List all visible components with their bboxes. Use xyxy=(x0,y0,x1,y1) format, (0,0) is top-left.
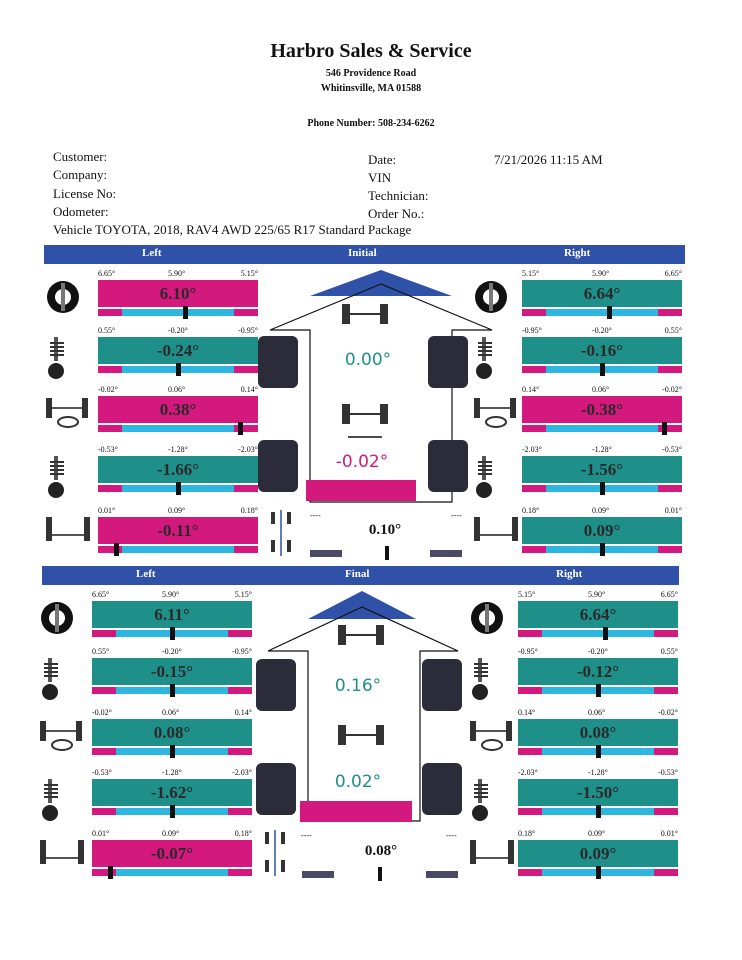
measured-value: 0.08° xyxy=(518,719,678,746)
scale-pointer xyxy=(596,745,601,758)
range-mid: 0.09° xyxy=(592,506,610,515)
city-address: Whitinsville, MA 01588 xyxy=(320,83,422,94)
measured-value: 0.09° xyxy=(522,517,682,544)
vehicle-value: TOYOTA, 2018, RAV4 AWD 225/65 R17 Standard Package xyxy=(95,222,412,237)
range-low: 0.18° xyxy=(522,506,540,515)
scale-pointer xyxy=(170,684,175,697)
range-high: 0.18° xyxy=(240,506,258,515)
company-name: Harbro Sales & Service xyxy=(270,40,472,62)
range-mid: -1.28° xyxy=(168,445,188,454)
final-left-heading: Left xyxy=(136,568,156,580)
final-right-rear-icon xyxy=(470,840,514,873)
final-rear-left-wheel xyxy=(256,763,296,815)
measured-value: -0.24° xyxy=(98,337,258,364)
range-mid: 5.90° xyxy=(162,590,180,599)
measured-value: -1.50° xyxy=(518,779,678,806)
scale-pointer xyxy=(176,363,181,376)
final-thrust-angle: 0.08° xyxy=(364,843,398,859)
scale-pointer xyxy=(596,805,601,818)
range-high: 0.18° xyxy=(234,829,252,838)
date-value: 7/21/2026 11:15 AM xyxy=(494,152,603,167)
measured-value: -1.62° xyxy=(92,779,252,806)
final-front-total-toe: 0.16° xyxy=(334,676,382,696)
range-mid: 5.90° xyxy=(168,269,186,278)
range-high: 5.15° xyxy=(234,590,252,599)
final-left-strut-icon xyxy=(40,779,62,828)
range-high: 0.01° xyxy=(664,506,682,515)
initial-right-rear-toe-gauge xyxy=(522,505,682,562)
range-high: 0.14° xyxy=(234,708,252,717)
initial-left-heading: Left xyxy=(142,247,162,259)
range-low: 0.18° xyxy=(518,829,536,838)
initial-thrust-scale xyxy=(310,550,462,557)
initial-left-rear-icon xyxy=(46,517,90,550)
initial-thrust-icon xyxy=(268,510,296,558)
scale-pointer xyxy=(170,805,175,818)
range-high: -0.53° xyxy=(662,445,682,454)
range-mid: -1.28° xyxy=(592,445,612,454)
range-high: 0.55° xyxy=(660,647,678,656)
range-high: -0.95° xyxy=(238,326,258,335)
range-high: 6.65° xyxy=(660,590,678,599)
order-label: Order No.: xyxy=(368,206,425,221)
final-rear-total-toe: 0.02° xyxy=(334,772,382,792)
final-left-caster-gauge xyxy=(92,646,252,703)
initial-front-axle-icon xyxy=(342,304,388,324)
spec-scale xyxy=(98,546,258,553)
measured-value: 0.09° xyxy=(518,840,678,867)
initial-rear-axle-icon xyxy=(342,404,388,437)
final-right-caster-gauge xyxy=(518,646,678,703)
spec-scale xyxy=(98,425,258,432)
initial-left-caster-gauge xyxy=(98,325,258,382)
odometer-label: Odometer: xyxy=(53,204,109,219)
measured-value: -1.66° xyxy=(98,456,258,483)
initial-right-heading: Right xyxy=(564,247,591,259)
range-high: 0.14° xyxy=(240,385,258,394)
measured-value: 6.64° xyxy=(518,601,678,628)
final-thrust-dash-left: ---- xyxy=(301,831,312,840)
initial-center-heading: Initial xyxy=(348,247,377,259)
range-low: 0.55° xyxy=(92,647,110,656)
initial-left-rear-camber-gauge xyxy=(98,444,258,501)
range-mid: 0.09° xyxy=(168,506,186,515)
range-low: -0.53° xyxy=(98,445,118,454)
measured-value: -0.15° xyxy=(92,658,252,685)
range-mid: -0.20° xyxy=(162,647,182,656)
initial-right-rear-camber-gauge xyxy=(522,444,682,501)
final-header-bar xyxy=(42,566,679,585)
measured-value: 0.08° xyxy=(92,719,252,746)
final-right-heading: Right xyxy=(556,568,583,580)
measured-value: -1.56° xyxy=(522,456,682,483)
scale-pointer xyxy=(600,543,605,556)
range-low: -0.02° xyxy=(98,385,118,394)
range-low: 0.14° xyxy=(522,385,540,394)
range-mid: 0.06° xyxy=(592,385,610,394)
initial-left-steer-icon xyxy=(46,396,90,435)
range-high: 6.65° xyxy=(664,269,682,278)
spec-scale xyxy=(518,630,678,637)
date-label: Date: xyxy=(368,152,397,167)
range-mid: -0.20° xyxy=(168,326,188,335)
customer-label: Customer: xyxy=(53,149,108,164)
initial-right-caster-gauge xyxy=(522,325,682,382)
initial-rear-left-wheel xyxy=(258,440,298,492)
scale-pointer xyxy=(596,684,601,697)
initial-thrust-dash-right: ---- xyxy=(451,511,462,520)
license-label: License No: xyxy=(53,186,117,201)
range-low: -2.03° xyxy=(522,445,542,454)
spec-scale xyxy=(98,309,258,316)
final-front-left-wheel xyxy=(256,659,296,711)
range-high: 5.15° xyxy=(240,269,258,278)
range-mid: -0.20° xyxy=(592,326,612,335)
range-mid: -1.28° xyxy=(162,768,182,777)
range-high: -2.03° xyxy=(232,768,252,777)
vehicle-label: Vehicle xyxy=(53,222,92,237)
range-low: 6.65° xyxy=(98,269,116,278)
range-mid: 0.06° xyxy=(162,708,180,717)
range-low: -2.03° xyxy=(518,768,538,777)
scale-pointer xyxy=(596,866,601,879)
final-front-arrow xyxy=(308,591,416,619)
scale-pointer xyxy=(108,866,113,879)
range-low: 5.15° xyxy=(522,269,540,278)
scale-pointer xyxy=(603,627,608,640)
company-label: Company: xyxy=(53,167,108,182)
final-left-strut-icon xyxy=(40,658,62,707)
spec-scale xyxy=(522,309,682,316)
scale-pointer xyxy=(170,745,175,758)
range-mid: -0.20° xyxy=(588,647,608,656)
initial-front-left-wheel xyxy=(258,336,298,388)
range-low: 0.55° xyxy=(98,326,116,335)
final-right-rear-toe-gauge xyxy=(518,828,678,885)
initial-left-rear-toe-gauge xyxy=(98,505,258,562)
final-right-toe-gauge xyxy=(518,707,678,764)
final-left-camber-gauge xyxy=(92,589,252,646)
final-left-rear-icon xyxy=(40,840,84,873)
final-thrust-dash-right: ---- xyxy=(446,831,457,840)
range-low: 6.65° xyxy=(92,590,110,599)
range-low: -0.95° xyxy=(518,647,538,656)
spec-scale xyxy=(92,869,252,876)
final-center-heading: Final xyxy=(345,568,370,580)
range-high: -2.03° xyxy=(238,445,258,454)
initial-rear-status-bar xyxy=(306,480,416,501)
final-thrust-pointer xyxy=(378,867,382,881)
final-rear-axle-icon xyxy=(338,725,384,745)
scale-pointer xyxy=(600,482,605,495)
initial-front-right-wheel xyxy=(428,336,468,388)
range-mid: -1.28° xyxy=(588,768,608,777)
final-thrust-icon xyxy=(262,830,290,878)
range-mid: 5.90° xyxy=(592,269,610,278)
initial-right-toe-gauge xyxy=(522,384,682,441)
final-left-rear-camber-gauge xyxy=(92,767,252,824)
measured-value: 6.64° xyxy=(522,280,682,307)
scale-pointer xyxy=(238,422,243,435)
range-low: -0.02° xyxy=(92,708,112,717)
vin-label: VIN xyxy=(368,170,392,185)
final-thrust-scale xyxy=(302,871,458,878)
range-high: 0.55° xyxy=(664,326,682,335)
initial-left-toe-gauge xyxy=(98,384,258,441)
vehicle-line xyxy=(53,222,411,238)
final-front-right-wheel xyxy=(422,659,462,711)
phone-number: 508-234-6262 xyxy=(377,118,435,129)
initial-thrust-angle: 0.10° xyxy=(368,522,402,538)
technician-label: Technician: xyxy=(368,188,429,203)
final-rear-status-bar xyxy=(300,801,412,822)
scale-pointer xyxy=(662,422,667,435)
scale-pointer xyxy=(176,482,181,495)
initial-rear-right-wheel xyxy=(428,440,468,492)
range-high: -0.02° xyxy=(662,385,682,394)
range-mid: 0.06° xyxy=(168,385,186,394)
initial-left-tire-icon xyxy=(46,280,80,319)
initial-left-camber-gauge xyxy=(98,268,258,325)
range-high: 0.01° xyxy=(660,829,678,838)
range-low: -0.53° xyxy=(92,768,112,777)
measured-value: -0.11° xyxy=(98,517,258,544)
initial-thrust-pointer xyxy=(385,546,389,560)
range-high: -0.95° xyxy=(232,647,252,656)
range-mid: 0.09° xyxy=(588,829,606,838)
street-address: 546 Providence Road xyxy=(325,68,417,79)
range-low: 0.14° xyxy=(518,708,536,717)
final-right-rear-camber-gauge xyxy=(518,767,678,824)
range-mid: 0.06° xyxy=(588,708,606,717)
range-mid: 0.09° xyxy=(162,829,180,838)
final-left-tire-icon xyxy=(40,601,74,640)
initial-left-strut-icon xyxy=(46,456,68,505)
final-left-rear-toe-gauge xyxy=(92,828,252,885)
range-high: -0.53° xyxy=(658,768,678,777)
measured-value: -0.16° xyxy=(522,337,682,364)
measured-value: -0.07° xyxy=(92,840,252,867)
phone-line xyxy=(0,118,742,129)
measured-value: -0.12° xyxy=(518,658,678,685)
final-car-diagram xyxy=(254,589,504,829)
final-left-toe-gauge xyxy=(92,707,252,764)
measured-value: -0.38° xyxy=(522,396,682,423)
initial-right-camber-gauge xyxy=(522,268,682,325)
spec-scale xyxy=(522,425,682,432)
measured-value: 0.38° xyxy=(98,396,258,423)
measured-value: 6.10° xyxy=(98,280,258,307)
scale-pointer xyxy=(600,363,605,376)
initial-rear-total-toe: -0.02° xyxy=(335,452,389,472)
measured-value: 6.11° xyxy=(92,601,252,628)
range-low: -0.95° xyxy=(522,326,542,335)
scale-pointer xyxy=(170,627,175,640)
final-left-steer-icon xyxy=(40,719,84,758)
initial-left-strut-icon xyxy=(46,337,68,386)
range-low: 5.15° xyxy=(518,590,536,599)
phone-label: Phone Number: xyxy=(307,118,376,129)
initial-front-total-toe: 0.00° xyxy=(344,350,392,370)
scale-pointer xyxy=(607,306,612,319)
initial-thrust-dash-left: ---- xyxy=(310,511,321,520)
range-high: -0.02° xyxy=(658,708,678,717)
range-low: 0.01° xyxy=(98,506,116,515)
final-front-axle-icon xyxy=(338,625,384,645)
range-mid: 5.90° xyxy=(588,590,606,599)
final-right-camber-gauge xyxy=(518,589,678,646)
scale-pointer xyxy=(183,306,188,319)
final-rear-right-wheel xyxy=(422,763,462,815)
scale-pointer xyxy=(114,543,119,556)
initial-right-rear-icon xyxy=(474,517,518,550)
range-low: 0.01° xyxy=(92,829,110,838)
initial-front-arrow xyxy=(310,270,452,296)
